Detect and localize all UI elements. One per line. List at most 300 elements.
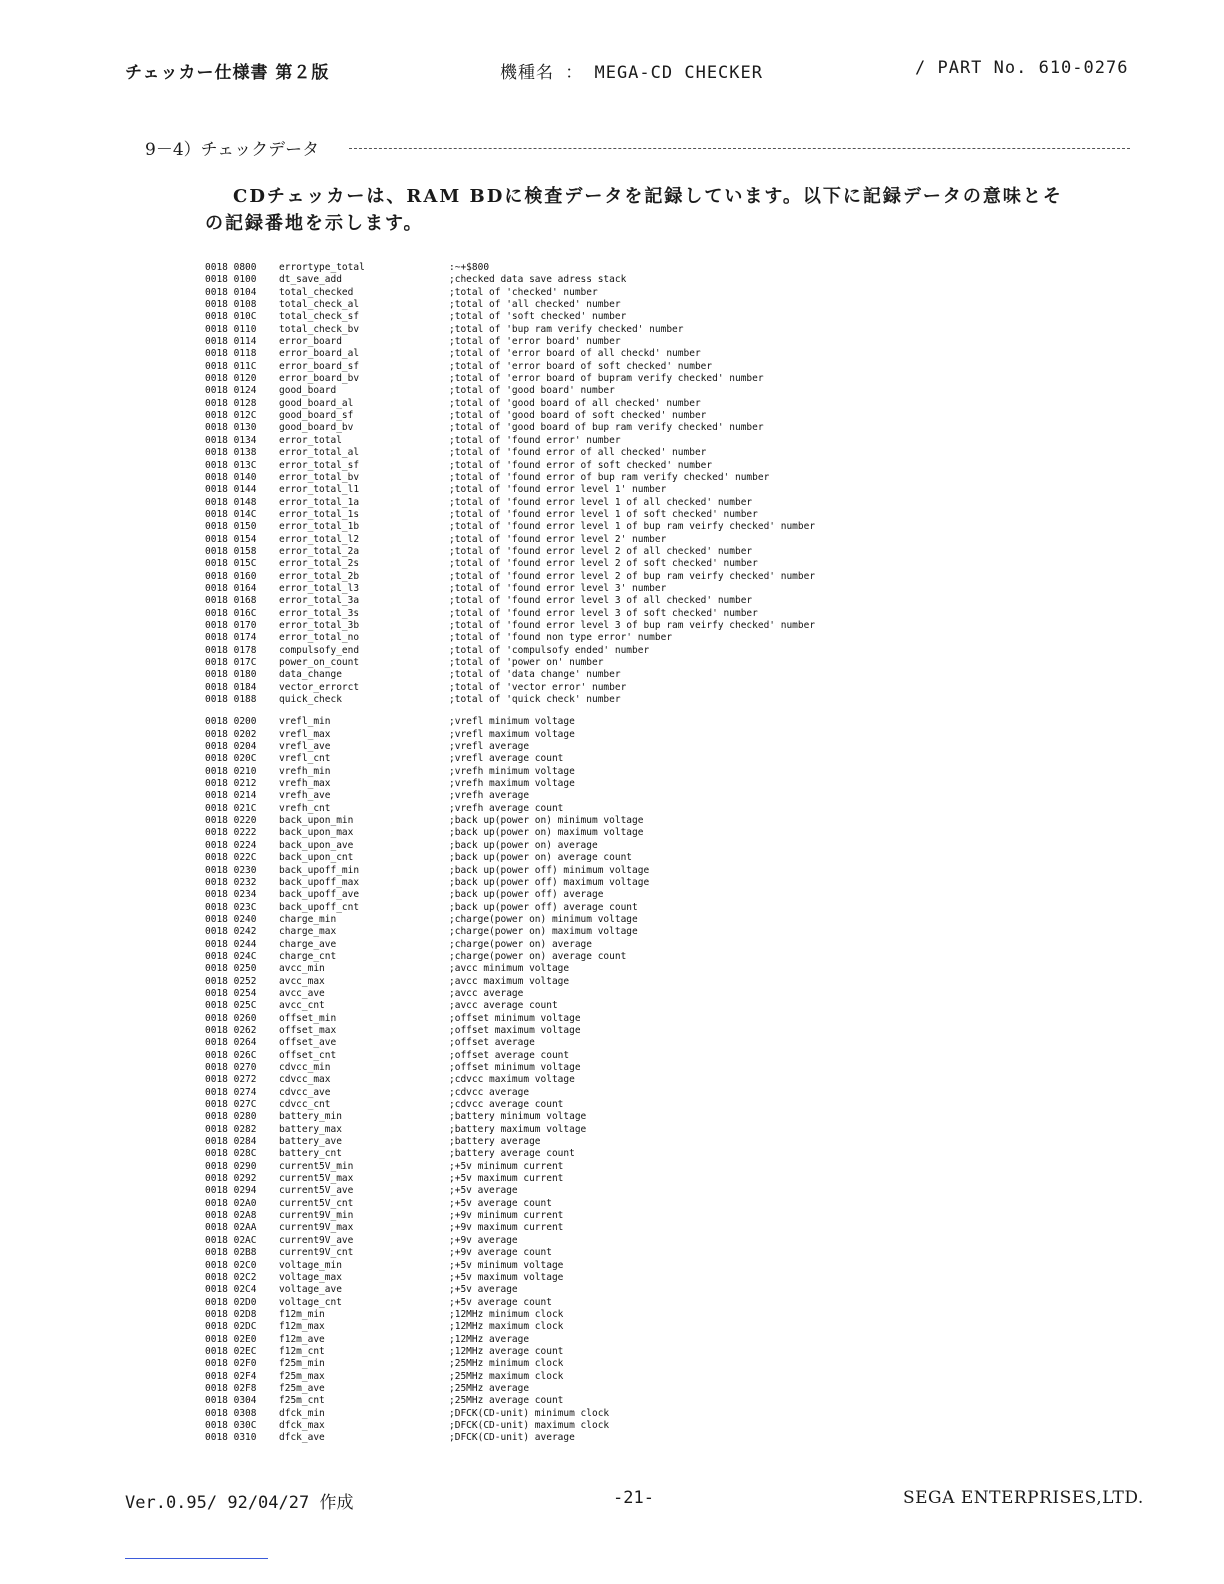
table-row: [205, 827, 815, 839]
label-cell: quick_check: [279, 694, 342, 706]
label-cell: battery_min: [279, 1111, 342, 1123]
address-cell: 0018 0178: [205, 644, 257, 656]
comment-cell: ;charge(power on) average count: [449, 950, 627, 962]
address-cell: 0018 020C: [205, 753, 257, 765]
address-cell: 0018 0100: [205, 274, 257, 286]
table-row: [205, 815, 815, 827]
comment-cell: :~+$800: [449, 262, 490, 273]
table-row: [205, 790, 815, 802]
address-cell: 0018 02B8: [205, 1247, 257, 1259]
table-row: [205, 1185, 815, 1197]
table-row: [205, 336, 815, 348]
address-cell: 0018 0184: [205, 681, 257, 693]
address-cell: 0018 02F0: [205, 1358, 257, 1370]
table-row: [205, 1148, 815, 1160]
label-cell: error_total_2s: [279, 558, 360, 570]
comment-cell: ;vrefl average count: [449, 753, 564, 765]
comment-cell: ;offset average: [449, 1037, 535, 1049]
table-row: [205, 889, 815, 901]
comment-cell: ;total of 'good board of all checked' number: [449, 397, 701, 409]
address-cell: 0018 015C: [205, 558, 257, 570]
address-cell: 0018 0168: [205, 595, 257, 607]
comment-cell: ;+5v average count: [449, 1296, 552, 1308]
table-row: [205, 546, 815, 558]
address-cell: 0018 0148: [205, 496, 257, 508]
address-cell: 0018 0294: [205, 1185, 257, 1197]
table-row: [205, 939, 815, 951]
label-cell: error_total_3a: [279, 595, 360, 607]
label-cell: total_checked: [279, 286, 354, 298]
table-row: [205, 657, 815, 669]
comment-cell: ;12MHz average count: [449, 1345, 564, 1357]
table-row: [205, 1235, 815, 1247]
label-cell: dt_save_add: [279, 274, 342, 286]
address-cell: 0018 0138: [205, 447, 257, 459]
label-cell: avcc_max: [279, 975, 325, 987]
label-cell: current5V_max: [279, 1173, 354, 1185]
label-cell: f25m_max: [279, 1370, 325, 1382]
address-cell: 0018 017C: [205, 657, 257, 668]
table-row: [205, 410, 815, 422]
table-row: [205, 1247, 815, 1259]
table-row: [205, 311, 815, 323]
document-title: チェッカー仕様書 第２版: [125, 63, 330, 83]
comment-cell: ;total of 'bup ram verify checked' number: [449, 323, 684, 335]
address-cell: 0018 0250: [205, 963, 257, 975]
label-cell: total_check_al: [279, 299, 360, 311]
table-row: [205, 803, 815, 815]
address-cell: 0018 011C: [205, 360, 257, 372]
address-cell: 0018 0232: [205, 876, 257, 888]
table-row: [205, 422, 815, 434]
comment-cell: ;total of 'found error of soft checked' number: [449, 459, 713, 471]
address-cell: 0018 0124: [205, 385, 257, 397]
comment-cell: ;avcc minimum voltage: [449, 963, 570, 975]
bottom-rule: [125, 1558, 268, 1559]
label-cell: error_total_sf: [279, 459, 360, 471]
label-cell: dfck_ave: [279, 1432, 325, 1444]
comment-cell: ;back up(power on) maximum voltage: [449, 827, 644, 839]
address-cell: 0018 0188: [205, 694, 257, 706]
label-cell: voltage_ave: [279, 1284, 342, 1296]
address-cell: 0018 0290: [205, 1160, 257, 1172]
table-row: [205, 1099, 815, 1111]
comment-cell: ;total of 'found error' number: [449, 434, 621, 446]
comment-cell: ;total of 'found error of all checked' number: [449, 447, 707, 459]
label-cell: voltage_cnt: [279, 1296, 342, 1308]
address-cell: 0018 014C: [205, 508, 257, 520]
table-row: [205, 1062, 815, 1074]
label-cell: current5V_ave: [279, 1185, 354, 1197]
comment-cell: ;+5v minimum current: [449, 1160, 564, 1172]
comment-cell: ;offset minimum voltage: [449, 1012, 581, 1024]
table-row: [205, 645, 815, 657]
table-row: [205, 583, 815, 595]
comment-cell: ;back up(power off) maximum voltage: [449, 876, 650, 888]
intro-paragraph: [205, 183, 1105, 237]
comment-cell: ;+9v maximum current: [449, 1222, 564, 1234]
comment-cell: ;charge(power on) average: [449, 938, 592, 950]
comment-cell: ;back up(power on) average count: [449, 852, 633, 864]
address-cell: 0018 02A8: [205, 1210, 257, 1222]
table-row: [205, 361, 815, 373]
address-cell: 0018 030C: [205, 1419, 257, 1431]
address-cell: 0018 02C4: [205, 1284, 257, 1296]
table-row: [205, 951, 815, 963]
table-row: [205, 558, 815, 570]
comment-cell: ;cdvcc average: [449, 1086, 530, 1098]
address-cell: 0018 0214: [205, 790, 257, 802]
table-row: [205, 852, 815, 864]
section-title: 9－4）チェックデータ: [145, 140, 320, 160]
address-cell: 0018 028C: [205, 1148, 257, 1160]
address-cell: 0018 0230: [205, 864, 257, 876]
label-cell: back_upon_min: [279, 815, 354, 827]
comment-cell: ;vrefl average: [449, 741, 530, 753]
version-date: Ver.0.95/ 92/04/27 作成: [125, 1493, 354, 1513]
table-row: [205, 902, 815, 914]
address-cell: 0018 0280: [205, 1111, 257, 1123]
label-cell: f12m_max: [279, 1321, 325, 1333]
table-row: [205, 620, 815, 632]
table-row: [205, 914, 815, 926]
address-cell: 0018 0272: [205, 1074, 257, 1086]
comment-cell: ;back up(power on) average: [449, 839, 598, 851]
label-cell: cdvcc_ave: [279, 1086, 331, 1098]
table-row: [205, 1420, 815, 1432]
group-gap: [205, 706, 815, 716]
address-cell: 0018 0274: [205, 1086, 257, 1098]
label-cell: vrefh_cnt: [279, 802, 331, 814]
address-cell: 0018 0180: [205, 669, 257, 681]
comment-cell: ;+5v minimum voltage: [449, 1259, 564, 1271]
address-cell: 0018 012C: [205, 410, 257, 422]
comment-cell: ;+9v minimum current: [449, 1210, 564, 1222]
label-cell: back_upoff_cnt: [279, 901, 360, 913]
comment-cell: ;offset maximum voltage: [449, 1024, 581, 1036]
address-cell: 0018 0260: [205, 1012, 257, 1024]
comment-cell: ;offset minimum voltage: [449, 1062, 581, 1073]
section-heading: [145, 135, 1130, 160]
comment-cell: ;cdvcc average count: [449, 1099, 564, 1111]
table-row: [205, 1334, 815, 1346]
label-cell: f25m_cnt: [279, 1395, 325, 1407]
address-cell: 0018 0242: [205, 926, 257, 938]
measurement-group: [205, 716, 815, 1444]
address-cell: 0018 0150: [205, 521, 257, 533]
address-cell: 0018 02AC: [205, 1234, 257, 1246]
table-row: [205, 435, 815, 447]
address-cell: 0018 0170: [205, 619, 257, 631]
label-cell: good_board: [279, 385, 337, 397]
address-cell: 0018 0134: [205, 434, 257, 446]
label-cell: vrefh_max: [279, 778, 331, 790]
table-row: [205, 1161, 815, 1173]
label-cell: error_total_al: [279, 447, 360, 459]
address-cell: 0018 0304: [205, 1395, 257, 1407]
comment-cell: ;DFCK(CD-unit) average: [449, 1432, 575, 1444]
label-cell: charge_ave: [279, 938, 337, 950]
address-cell: 0018 016C: [205, 607, 257, 619]
table-row: [205, 1087, 815, 1099]
label-cell: error_board_sf: [279, 360, 360, 372]
table-row: [205, 1346, 815, 1358]
label-cell: error_board_al: [279, 348, 360, 360]
comment-cell: ;back up(power off) minimum voltage: [449, 864, 650, 876]
label-cell: back_upon_ave: [279, 839, 354, 851]
address-cell: 0018 0240: [205, 913, 257, 925]
address-cell: 0018 0212: [205, 778, 257, 790]
label-cell: error_total_3b: [279, 619, 360, 631]
address-cell: 0018 022C: [205, 852, 257, 864]
comment-cell: ;total of 'data change' number: [449, 669, 621, 681]
table-row: [205, 682, 815, 694]
comment-cell: ;vrefl maximum voltage: [449, 728, 575, 740]
label-cell: good_board_bv: [279, 422, 354, 434]
table-row: [205, 262, 815, 274]
address-cell: 0018 0204: [205, 741, 257, 753]
label-cell: error_total_bv: [279, 471, 360, 483]
table-row: [205, 472, 815, 484]
comment-cell: ;battery maximum voltage: [449, 1123, 587, 1135]
address-cell: 0018 0164: [205, 582, 257, 594]
table-row: [205, 1136, 815, 1148]
table-row: [205, 865, 815, 877]
label-cell: current9V_max: [279, 1222, 354, 1234]
table-row: [205, 1013, 815, 1025]
address-cell: 0018 0160: [205, 570, 257, 582]
label-cell: vrefl_min: [279, 716, 331, 728]
address-cell: 0018 0140: [205, 471, 257, 483]
table-row: [205, 571, 815, 583]
table-row: [205, 1297, 815, 1309]
label-cell: back_upon_cnt: [279, 852, 354, 864]
table-row: [205, 1037, 815, 1049]
label-cell: back_upoff_max: [279, 876, 360, 888]
label-cell: battery_max: [279, 1123, 342, 1135]
label-cell: error_total_l3: [279, 582, 360, 594]
comment-cell: ;total of 'error board of all checkd' number: [449, 348, 701, 360]
address-cell: 0018 0154: [205, 533, 257, 545]
comment-cell: ;battery minimum voltage: [449, 1111, 587, 1123]
comment-cell: ;battery average count: [449, 1148, 575, 1160]
label-cell: back_upon_max: [279, 827, 354, 839]
address-cell: 0018 0282: [205, 1123, 257, 1135]
table-row: [205, 766, 815, 778]
comment-cell: ;vrefh average count: [449, 802, 564, 814]
comment-cell: ;total of 'soft checked' number: [449, 311, 627, 323]
comment-cell: ;total of 'found error level 2 of soft checked' number: [449, 558, 758, 570]
label-cell: charge_max: [279, 926, 337, 938]
comment-cell: ;25MHz average: [449, 1382, 530, 1394]
address-cell: 0018 02F4: [205, 1370, 257, 1382]
address-cell: 0018 0308: [205, 1407, 257, 1419]
table-row: [205, 1111, 815, 1123]
address-cell: 0018 0200: [205, 716, 257, 728]
address-cell: 0018 0310: [205, 1432, 257, 1444]
comment-cell: ;total of 'good board of bup ram verify checked' number: [449, 422, 764, 434]
table-row: [205, 521, 815, 533]
table-row: [205, 1025, 815, 1037]
label-cell: power_on_count: [279, 657, 360, 668]
comment-cell: ;12MHz average: [449, 1333, 530, 1345]
table-row: [205, 963, 815, 975]
address-cell: 0018 0800: [205, 262, 257, 273]
label-cell: error_total_l2: [279, 533, 360, 545]
comment-cell: ;offset average count: [449, 1049, 570, 1061]
address-cell: 0018 02E0: [205, 1333, 257, 1345]
address-cell: 0018 02C2: [205, 1271, 257, 1283]
address-cell: 0018 0144: [205, 484, 257, 496]
comment-cell: ;+5v average: [449, 1284, 518, 1296]
label-cell: offset_cnt: [279, 1049, 337, 1061]
comment-cell: ;total of 'found error level 1' number: [449, 484, 667, 496]
address-cell: 0018 02DC: [205, 1321, 257, 1333]
comment-cell: ;total of 'error board of bupram verify checked' number: [449, 373, 764, 385]
model-name: 機種名 ： MEGA-CD CHECKER: [500, 63, 763, 83]
comment-cell: ;avcc average count: [449, 1000, 558, 1012]
table-row: [205, 1395, 815, 1407]
label-cell: battery_ave: [279, 1136, 342, 1148]
table-row: [205, 778, 815, 790]
label-cell: f12m_ave: [279, 1333, 325, 1345]
intro-line-2: の記録番地を示します。: [205, 213, 424, 234]
comment-cell: ;checked data save adress stack: [449, 274, 627, 286]
comment-cell: ;total of 'found error level 2 of all checked' number: [449, 545, 753, 557]
label-cell: f25m_ave: [279, 1382, 325, 1394]
address-cell: 0018 0244: [205, 938, 257, 950]
label-cell: compulsofy_end: [279, 644, 360, 656]
label-cell: error_board_bv: [279, 373, 360, 385]
table-row: [205, 608, 815, 620]
address-cell: 0018 025C: [205, 1000, 257, 1012]
table-row: [205, 385, 815, 397]
label-cell: errortype_total: [279, 262, 365, 273]
comment-cell: ;charge(power on) minimum voltage: [449, 913, 638, 925]
label-cell: vrefl_cnt: [279, 753, 331, 765]
table-row: [205, 274, 815, 286]
table-row: [205, 1358, 815, 1370]
address-cell: 0018 0158: [205, 545, 257, 557]
comment-cell: ;total of 'found error level 1 of soft checked' number: [449, 508, 758, 520]
table-row: [205, 1309, 815, 1321]
comment-cell: ;+9v average count: [449, 1247, 552, 1259]
address-cell: 0018 0224: [205, 839, 257, 851]
comment-cell: ;+5v average count: [449, 1197, 552, 1209]
comment-cell: ;total of 'good board of soft checked' number: [449, 410, 707, 422]
label-cell: charge_min: [279, 913, 337, 925]
label-cell: total_check_sf: [279, 311, 360, 323]
comment-cell: ;25MHz minimum clock: [449, 1358, 564, 1370]
address-cell: 0018 0118: [205, 348, 257, 360]
table-row: [205, 632, 815, 644]
table-row: [205, 840, 815, 852]
table-row: [205, 1321, 815, 1333]
address-cell: 0018 0174: [205, 632, 257, 644]
label-cell: cdvcc_min: [279, 1062, 331, 1073]
table-row: [205, 509, 815, 521]
comment-cell: ;total of 'power on' number: [449, 657, 604, 668]
comment-cell: ;vrefl minimum voltage: [449, 716, 575, 728]
address-cell: 0018 0262: [205, 1024, 257, 1036]
label-cell: avcc_cnt: [279, 1000, 325, 1012]
address-cell: 0018 010C: [205, 311, 257, 323]
table-row: [205, 1173, 815, 1185]
address-cell: 0018 013C: [205, 459, 257, 471]
address-cell: 0018 0120: [205, 373, 257, 385]
address-cell: 0018 0292: [205, 1173, 257, 1185]
comment-cell: ;total of 'error board of soft checked' number: [449, 360, 713, 372]
label-cell: current9V_min: [279, 1210, 354, 1222]
counter-group: [205, 262, 815, 706]
label-cell: vrefl_max: [279, 728, 331, 740]
label-cell: back_upoff_ave: [279, 889, 360, 901]
comment-cell: ;vrefh minimum voltage: [449, 765, 575, 777]
comment-cell: ;12MHz maximum clock: [449, 1321, 564, 1333]
table-row: [205, 287, 815, 299]
address-cell: 0018 0264: [205, 1037, 257, 1049]
comment-cell: ;total of 'found error level 2' number: [449, 533, 667, 545]
label-cell: error_total_no: [279, 632, 360, 644]
table-row: [205, 447, 815, 459]
address-cell: 0018 0110: [205, 323, 257, 335]
label-cell: error_total_2a: [279, 545, 360, 557]
table-row: [205, 1210, 815, 1222]
address-cell: 0018 0252: [205, 975, 257, 987]
address-cell: 0018 02D0: [205, 1296, 257, 1308]
label-cell: error_total_l1: [279, 484, 360, 496]
comment-cell: ;vrefh maximum voltage: [449, 778, 575, 790]
table-row: [205, 1284, 815, 1296]
address-cell: 0018 0104: [205, 286, 257, 298]
comment-cell: ;total of 'good board' number: [449, 385, 615, 397]
address-cell: 0018 0202: [205, 728, 257, 740]
table-row: [205, 484, 815, 496]
comment-cell: ;total of 'found error level 3 of soft checked' number: [449, 607, 758, 619]
label-cell: vrefh_min: [279, 765, 331, 777]
company-name: SEGA ENTERPRISES,LTD.: [903, 1488, 1144, 1508]
comment-cell: ;back up(power off) average: [449, 889, 604, 901]
comment-cell: ;total of 'found error level 1 of bup ram veirfy checked' number: [449, 521, 816, 533]
check-data-table: [205, 262, 815, 1445]
intro-line-1: CDチェッカーは、RAM BDに検査データを記録しています。以下に記録データの意味とそ: [233, 186, 1063, 207]
label-cell: vrefh_ave: [279, 790, 331, 802]
table-row: [205, 988, 815, 1000]
comment-cell: ;total of 'found error level 1 of all checked' number: [449, 496, 753, 508]
table-row: [205, 1260, 815, 1272]
label-cell: dfck_min: [279, 1407, 325, 1419]
comment-cell: ;avcc maximum voltage: [449, 975, 570, 987]
comment-cell: ;+5v maximum current: [449, 1173, 564, 1185]
address-cell: 0018 0220: [205, 815, 257, 827]
label-cell: offset_min: [279, 1012, 337, 1024]
address-cell: 0018 0254: [205, 987, 257, 999]
address-cell: 0018 0210: [205, 765, 257, 777]
label-cell: charge_cnt: [279, 950, 337, 962]
address-cell: 0018 0128: [205, 397, 257, 409]
label-cell: current5V_cnt: [279, 1197, 354, 1209]
table-row: [205, 299, 815, 311]
address-cell: 0018 0234: [205, 889, 257, 901]
table-row: [205, 926, 815, 938]
table-row: [205, 694, 815, 706]
comment-cell: ;cdvcc maximum voltage: [449, 1074, 575, 1086]
address-cell: 0018 02EC: [205, 1345, 257, 1357]
page-number: -21-: [613, 1488, 654, 1508]
table-row: [205, 753, 815, 765]
comment-cell: ;back up(power on) minimum voltage: [449, 815, 644, 827]
comment-cell: ;total of 'found error of bup ram verify checked' number: [449, 471, 770, 483]
